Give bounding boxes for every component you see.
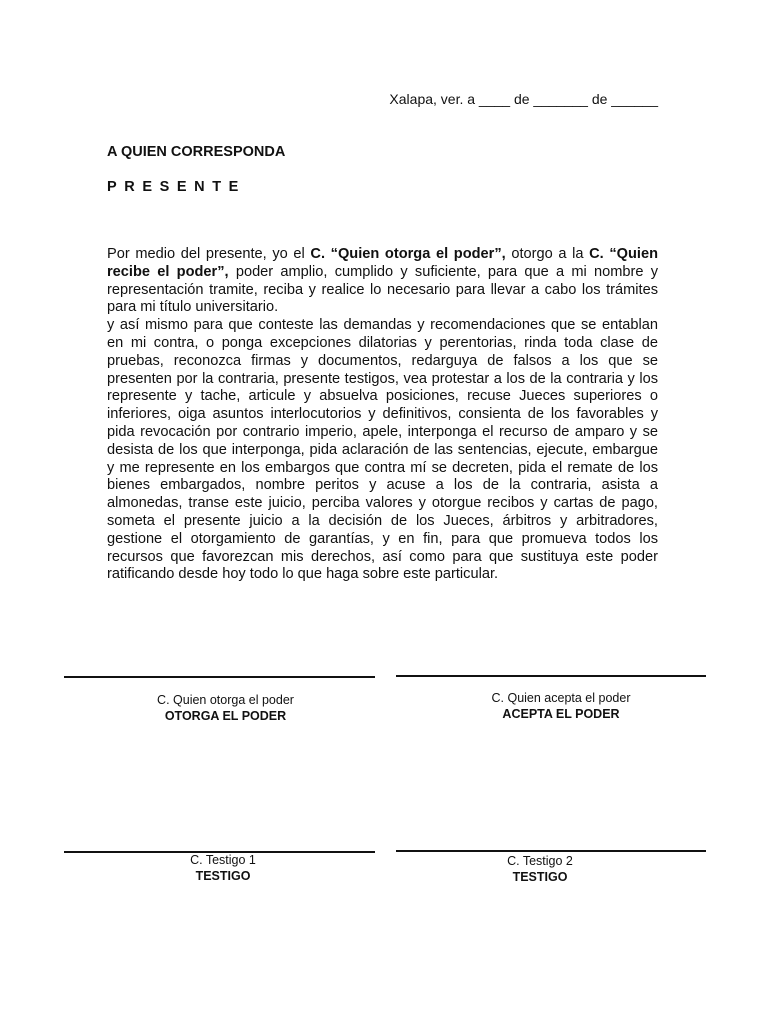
acceptor-signatory-role: ACEPTA EL PODER	[502, 706, 620, 721]
signature-block-grantor	[64, 693, 387, 724]
signature-block-witness-2	[396, 854, 684, 885]
grantor-signatory-role: OTORGA EL PODER	[164, 708, 287, 723]
signature-block-witness-1	[64, 853, 382, 884]
witness-1-name: C. Testigo 1	[190, 853, 256, 867]
grantor-name: C. “Quien otorga el poder”,	[310, 246, 506, 262]
signature-line-acceptor	[396, 675, 706, 677]
body-paragraph-2: y así mismo para que conteste las demandas y recomendaciones que se entablan en mi contra, o ponga excepciones dilatorias y perentorias, rinda toda clase de pruebas, reconozca firmas y documentos, redarguya de falsos a los que se presenten por la contraria, presente testigos, vea protestar a los de la contraria y los represente y tache, articule y absuelva posiciones, recuse Jueces superiores o inferiores, oiga asuntos interlocutorios y definitivos, consienta de los favorables y pida revocación por contrario imperio, apele, interponga el recurso de amparo y se desista de los que interponga, pida aclaración de las sentencias, ejecute, embargue y me represente en los embargos que contra mí se decreten, pida el remate de los bienes embargados, nombre peritos y acuse a los de la contraria, asista a almonedas, transe este juicio, perciba valores y otorgue recibos y cartas de pago, someta el presente juicio a la decisión de los Jueces, árbitros y arbitradores, gestione el otorgamiento de garantías, y en fin, para que promueva todos los recursos que favorezcan mis derechos, así como para que sustituya este poder ratificando desde hoy todo lo que haga sobre este particular.	[107, 317, 658, 583]
acceptor-signatory-name: C. Quien acepta el poder	[491, 691, 631, 705]
signature-block-acceptor	[396, 691, 726, 722]
p1-rest: poder amplio, cumplido y suficiente, para que a mi nombre y representación tramite, reciba y realice lo necesario para llevar a cabo los trámites para mi título universitario.	[107, 263, 659, 316]
p1-mid: otorgo a la	[505, 246, 590, 262]
signature-line-grantor	[64, 676, 375, 678]
p1-intro: Por medio del presente, yo el	[107, 246, 311, 262]
signature-line-witness-2	[396, 850, 706, 852]
witness-2-role: TESTIGO	[512, 869, 568, 884]
addressee-heading: A QUIEN CORRESPONDA	[107, 144, 286, 160]
body-paragraph-1	[107, 246, 658, 317]
witness-1-role: TESTIGO	[195, 868, 251, 883]
body-text	[107, 246, 658, 584]
witness-2-name: C. Testigo 2	[507, 854, 573, 868]
grantee-name: C. “Quien recibe el poder”,	[107, 246, 659, 280]
date-line: Xalapa, ver. a ____ de _______ de ______	[389, 91, 658, 107]
presente-heading: PRESENTE	[107, 179, 246, 195]
grantor-signatory-name: C. Quien otorga el poder	[157, 693, 294, 707]
